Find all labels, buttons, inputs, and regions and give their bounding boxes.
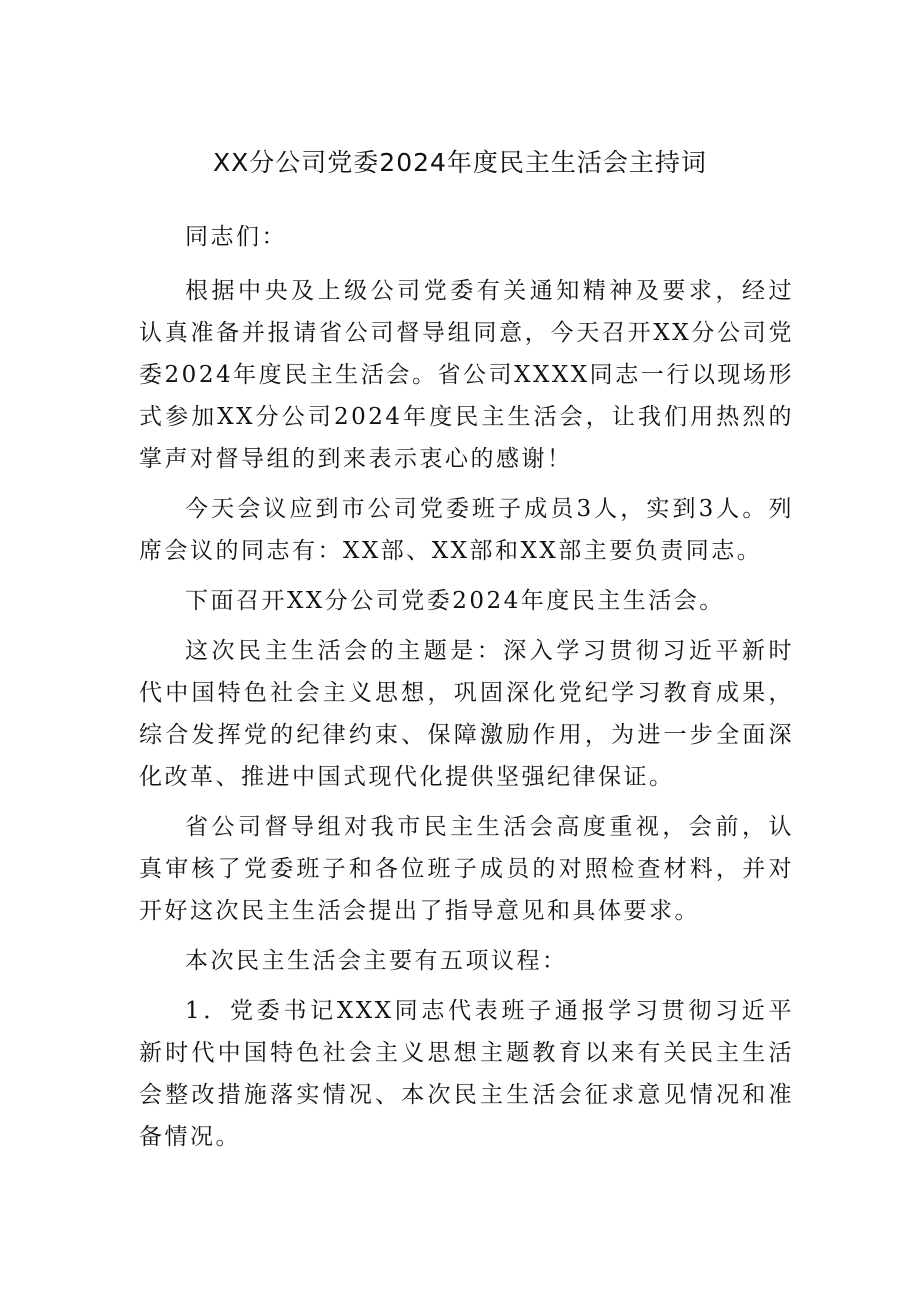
paragraph-agenda-intro: 本次民主生活会主要有五项议程： <box>185 948 568 974</box>
paragraph-meeting-start: 下面召开XX分公司党委2024年度民主生活会。 <box>185 588 725 614</box>
paragraph-supervision: 省公司督导组对我市民主生活会高度重视，会前，认真审核了党委班子和各位班子成员的对照检查材料，并对开好这次民主生活会提出了指导意见和具体要求。 <box>139 814 794 924</box>
paragraph-attendance: 今天会议应到市公司党委班子成员3人，实到3人。列席会议的同志有：XX部、XX部和XX部主要负责同志。 <box>139 496 794 564</box>
salutation: 同志们： <box>185 224 287 250</box>
document-title: XX分公司党委2024年度民主生活会主持词 <box>213 148 707 177</box>
paragraph-theme: 这次民主生活会的主题是：深入学习贯彻习近平新时代中国特色社会主义思想，巩固深化党纪学习教育成果，综合发挥党的纪律约束、保障激励作用，为进一步全面深化改革、推进中国式现代化提供坚强纪律保证。 <box>139 638 794 790</box>
paragraph-agenda-item-1: 1．党委书记XXX同志代表班子通报学习贯彻习近平新时代中国特色社会主义思想主题教育以来有关民主生活会整改措施落实情况、本次民主生活会征求意见情况和准备情况。 <box>139 998 794 1150</box>
document-body <box>139 216 794 1166</box>
paragraph-opening: 根据中央及上级公司党委有关通知精神及要求，经过认真准备并报请省公司督导组同意，今天召开XX分公司党委2024年度民主生活会。省公司XXXX同志一行以现场形式参加XX分公司2024年度民主生活会，让我们用热烈的掌声对督导组的到来表示衷心的感谢！ <box>139 278 794 472</box>
